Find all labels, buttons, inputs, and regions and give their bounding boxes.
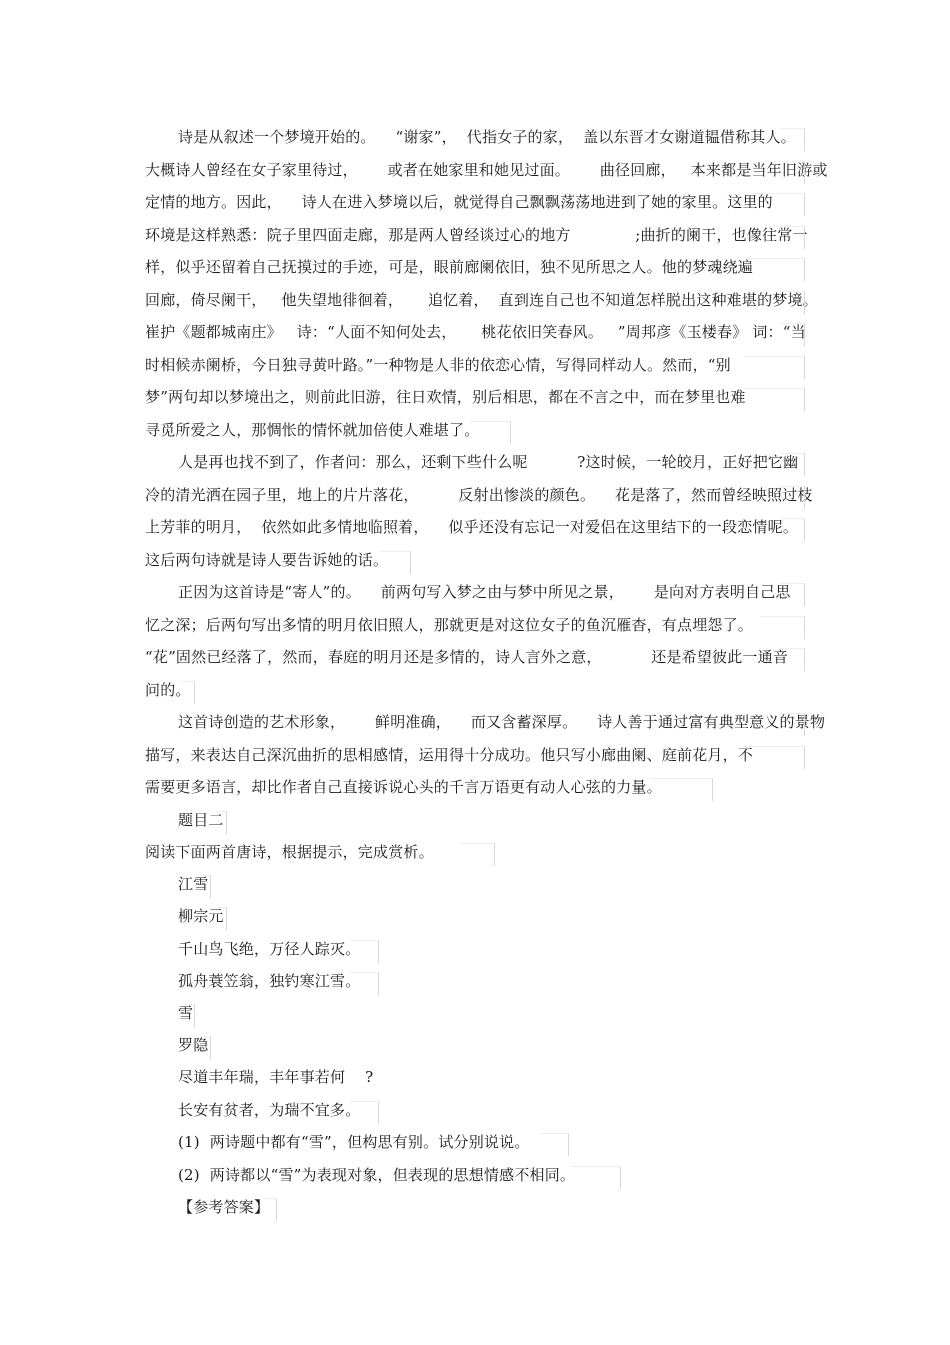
text-line: 回廊，倚尽阑干， 他失望地徘徊着， 追忆着， 直到连自己也不知道怎样脱出这种难堪的梦境。 — [145, 291, 818, 309]
line-rule — [380, 551, 411, 574]
text-line: 定情的地方。因此， 诗人在进入梦境以后，就觉得自己飘飘荡荡地进到了她的家里。这里的 — [145, 193, 773, 211]
line-rule — [780, 713, 805, 736]
line-rule — [760, 616, 805, 639]
line-rule — [780, 128, 805, 151]
line-rule — [460, 843, 495, 866]
text-line: 冷的清光洒在园子里，地上的片片落花， 反射出惨淡的颜色。 花是落了，然而曾经映照过枝 — [145, 486, 813, 504]
text-line: 时相候赤阑桥，今日独寻黄叶路。”一种物是人非的依恋心情，写得同样动人。然而，“别 — [145, 356, 731, 374]
line-rule — [182, 681, 195, 704]
section-heading: 题目二 — [178, 811, 224, 829]
text-line: “花”固然已经落了，然而，春庭的明月还是多情的，诗人言外之意， 还是希望彼此一通音 — [145, 648, 789, 666]
text-line: 环境是这样熟悉：院子里四面走廊，那是两人曾经谈过心的地方 ;曲折的阑干，也像往常一 — [145, 226, 808, 244]
text-line: 崔护《题都城南庄》 诗：“人面不知何处去， 桃花依旧笑春风。 ”周邦彦《玉楼春》 词：“当 — [145, 323, 806, 341]
answer-heading: 【参考答案】 — [178, 1198, 270, 1216]
question-item: (1) 两诗题中都有“雪”，但构思有别。试分别说说。 — [178, 1133, 530, 1151]
line-rule — [650, 778, 713, 801]
poem-line: 长安有贫者，为瑞不宜多。 — [178, 1101, 361, 1119]
question-item: (2) 两诗都以“雪”为表现对象，但表现的思想情感不相同。 — [178, 1166, 576, 1184]
line-rule — [745, 746, 805, 769]
line-rule — [780, 486, 805, 509]
poem-title: 江雪 — [178, 875, 209, 893]
line-rule — [780, 648, 805, 671]
text-line: 大概诗人曾经在女子家里待过， 或者在她家里和她见过面。 曲径回廊， 本来都是当年旧游或 — [145, 161, 828, 179]
line-rule — [218, 907, 227, 930]
line-rule — [780, 453, 805, 476]
text-line: 描写，来表达自己深沉曲折的思相感情，运用得十分成功。他只写小廊曲阑、庭前花月，不 — [145, 746, 754, 764]
line-rule — [780, 226, 805, 249]
line-rule — [204, 875, 211, 898]
text-line: 需要更多语言，却比作者自己直接诉说心头的千言万语更有动人心弦的力量。 — [145, 778, 662, 796]
text-line: 梦”两句却以梦境出之，则前此旧游，往日欢情，别后相思，都在不言之中，而在梦里也难 — [145, 388, 746, 406]
line-rule — [350, 1101, 379, 1124]
line-rule — [745, 388, 805, 411]
line-rule — [780, 323, 805, 346]
line-rule — [216, 811, 227, 834]
text-line: 上芳菲的明月， 依然如此多情地临照着， 似乎还没有忘记一对爱侣在这里结下的一段恋情呢。 — [145, 518, 799, 536]
line-rule — [570, 1166, 621, 1189]
line-rule — [780, 291, 805, 314]
line-rule — [780, 518, 805, 541]
text-line: 寻觅所爱之人，那惆怅的情怀就加倍使人难堪了。 — [145, 421, 480, 439]
line-rule — [264, 1198, 277, 1221]
text-line: 样，似乎还留着自己抚摸过的手迹，可是，眼前廊阑依旧，独不见所思之人。他的梦魂绕遍 — [145, 258, 754, 276]
line-rule — [470, 421, 511, 444]
poem-author: 柳宗元 — [178, 907, 224, 925]
line-rule — [350, 940, 379, 963]
poem-author: 罗隐 — [178, 1036, 209, 1054]
text-line: 人是再也找不到了，作者问：那么，还剩下些什么呢 ?这时候，一轮皎月，正好把它幽 — [178, 453, 799, 471]
text-line: 诗是从叙述一个梦境开始的。 “谢家”， 代指女子的家， 盖以东晋才女谢道韫借称其人。 — [178, 128, 796, 146]
poem-line: 孤舟蓑笠翁，独钓寒江雪。 — [178, 972, 361, 990]
line-rule — [540, 1133, 569, 1156]
text-line: 忆之深；后两句写出多情的明月依旧照人，那就更是对这位女子的鱼沉雁杳，有点埋怨了。 — [145, 616, 754, 634]
poem-title: 雪 — [178, 1004, 194, 1022]
line-rule — [350, 972, 379, 995]
line-rule — [745, 258, 805, 281]
text-line: 这后两句诗就是诗人要告诉她的话。 — [145, 551, 389, 569]
poem-line: 尽道丰年瑞，丰年事若何 ? — [178, 1068, 374, 1086]
line-rule — [780, 583, 805, 606]
text-line: 阅读下面两首唐诗，根据提示，完成赏析。 — [145, 843, 434, 861]
text-line: 这首诗创造的艺术形象， 鲜明准确， 而又含蓄深厚。 诗人善于通过富有典型意义的景物 — [178, 713, 826, 731]
text-line: 正因为这首诗是“寄人”的。 前两句写入梦之由与梦中所见之景， 是向对方表明自己思 — [178, 583, 791, 601]
line-rule — [190, 1004, 195, 1027]
line-rule — [204, 1036, 211, 1059]
line-rule — [745, 356, 805, 379]
line-rule — [780, 161, 805, 184]
text-line: 问的。 — [145, 681, 191, 699]
poem-line: 千山鸟飞绝，万径人踪灭。 — [178, 940, 361, 958]
line-rule — [752, 193, 805, 216]
